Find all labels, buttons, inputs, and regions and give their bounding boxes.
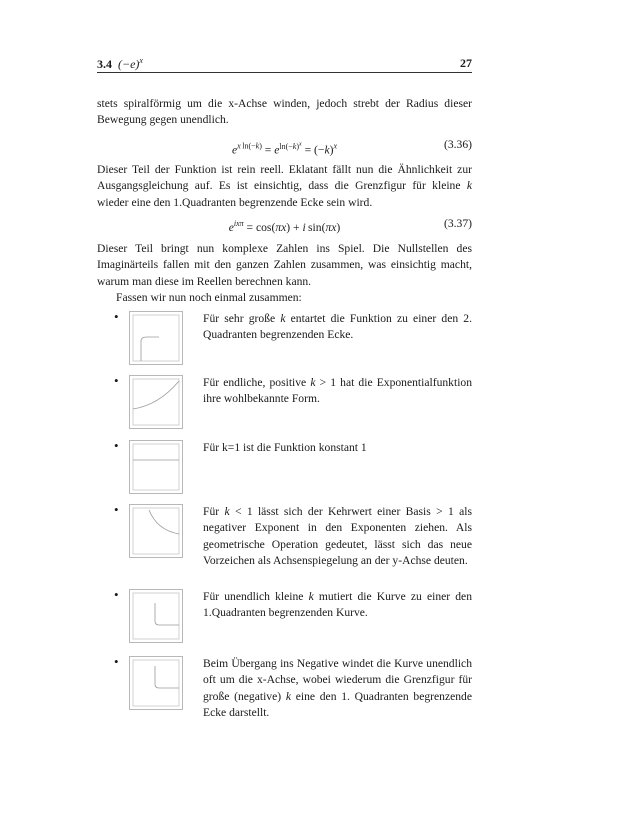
- paragraph-2: Dieser Teil der Funktion ist rein reell. Eklatant fällt nun die Ähnlichkeit zur Ausgangsgleichung auf. Es ist einsichtig, dass die Grenzfigur für kleine k wieder eine den 1.Quadranten begrenzende Ecke sein wird.: [97, 163, 472, 209]
- list-item-text: Für unendlich kleine k mutiert die Kurve zu einer den 1.Quadranten begrenzenden Kurve.: [203, 590, 472, 620]
- list-item-text: Beim Übergang ins Negative windet die Kurve unendlich oft um die x-Achse, wobei wiederum die Grenzfigur für große (negative) k eine den 1. Quadranten begrenzende Ecke darstellt.: [203, 657, 472, 720]
- plot-thumbnail-spiral-limit: [129, 656, 183, 710]
- equation-3-37: [97, 215, 472, 232]
- paragraph-4: Fassen wir nun noch einmal zusammen:: [116, 291, 302, 304]
- list-item-text: Für k=1 ist die Funktion konstant 1: [203, 441, 367, 454]
- plot-thumbnail-constant: [129, 440, 183, 494]
- equation-3-36-number: (3.36): [443, 138, 472, 151]
- bullet: •: [114, 587, 119, 602]
- bullet: •: [114, 502, 119, 517]
- bullet: •: [114, 373, 119, 388]
- running-header: [97, 56, 472, 72]
- bullet: •: [114, 309, 119, 324]
- plot-thumbnail-exponential: [129, 375, 183, 429]
- equation-3-36-math: $e^{x ln(-k)} = e^{ln(-k)^x} = (-k)^x$: [231, 141, 338, 157]
- paragraph-3: Dieser Teil bringt nun komplexe Zahlen ins Spiel. Die Nullstellen des Imaginärteils fallen mit den ganzen Zahlen zusammen, was einsichtig macht, warum man diese im Reellen berechnen kann.: [97, 242, 472, 288]
- list-item-text: Für k < 1 lässt sich der Kehrwert einer Basis > 1 als negativer Exponent in den Exponenten ziehen. Als geometrische Operation gedeutet, lässt sich das neue Vorzeichen als Achsenspiegelung an der y-Achse deuten.: [203, 505, 472, 568]
- equation-3-37-number: (3.37): [443, 217, 472, 230]
- section-number: 3.4: [97, 57, 112, 71]
- list-item-text: Für sehr große k entartet die Funktion zu einer den 2. Quadranten begrenzenden Ecke.: [203, 312, 472, 342]
- bullet: •: [114, 654, 119, 669]
- equation-3-36: [97, 136, 472, 157]
- plot-thumbnail-reciprocal: [129, 504, 183, 558]
- bullet: •: [114, 438, 119, 453]
- plot-thumbnail-corner-q2: [129, 311, 183, 365]
- plot-thumbnail-corner-q1: [129, 589, 183, 643]
- list-item-text: Für endliche, positive k > 1 hat die Exponentialfunktion ihre wohlbekannte Form.: [203, 376, 473, 406]
- section-title: $(-e)^x$: [118, 56, 143, 71]
- paragraph-1: stets spiralförmig um die x-Achse winden, jedoch strebt der Radius dieser Bewegung gegen unendlich.: [97, 97, 472, 127]
- equation-3-37-math: $e^{ix\pi} = \cos(\pi x) + i$ sin(πx): [228, 219, 341, 234]
- page-number: 27: [460, 56, 472, 70]
- section-heading: [97, 56, 143, 72]
- header-rule: [97, 72, 472, 73]
